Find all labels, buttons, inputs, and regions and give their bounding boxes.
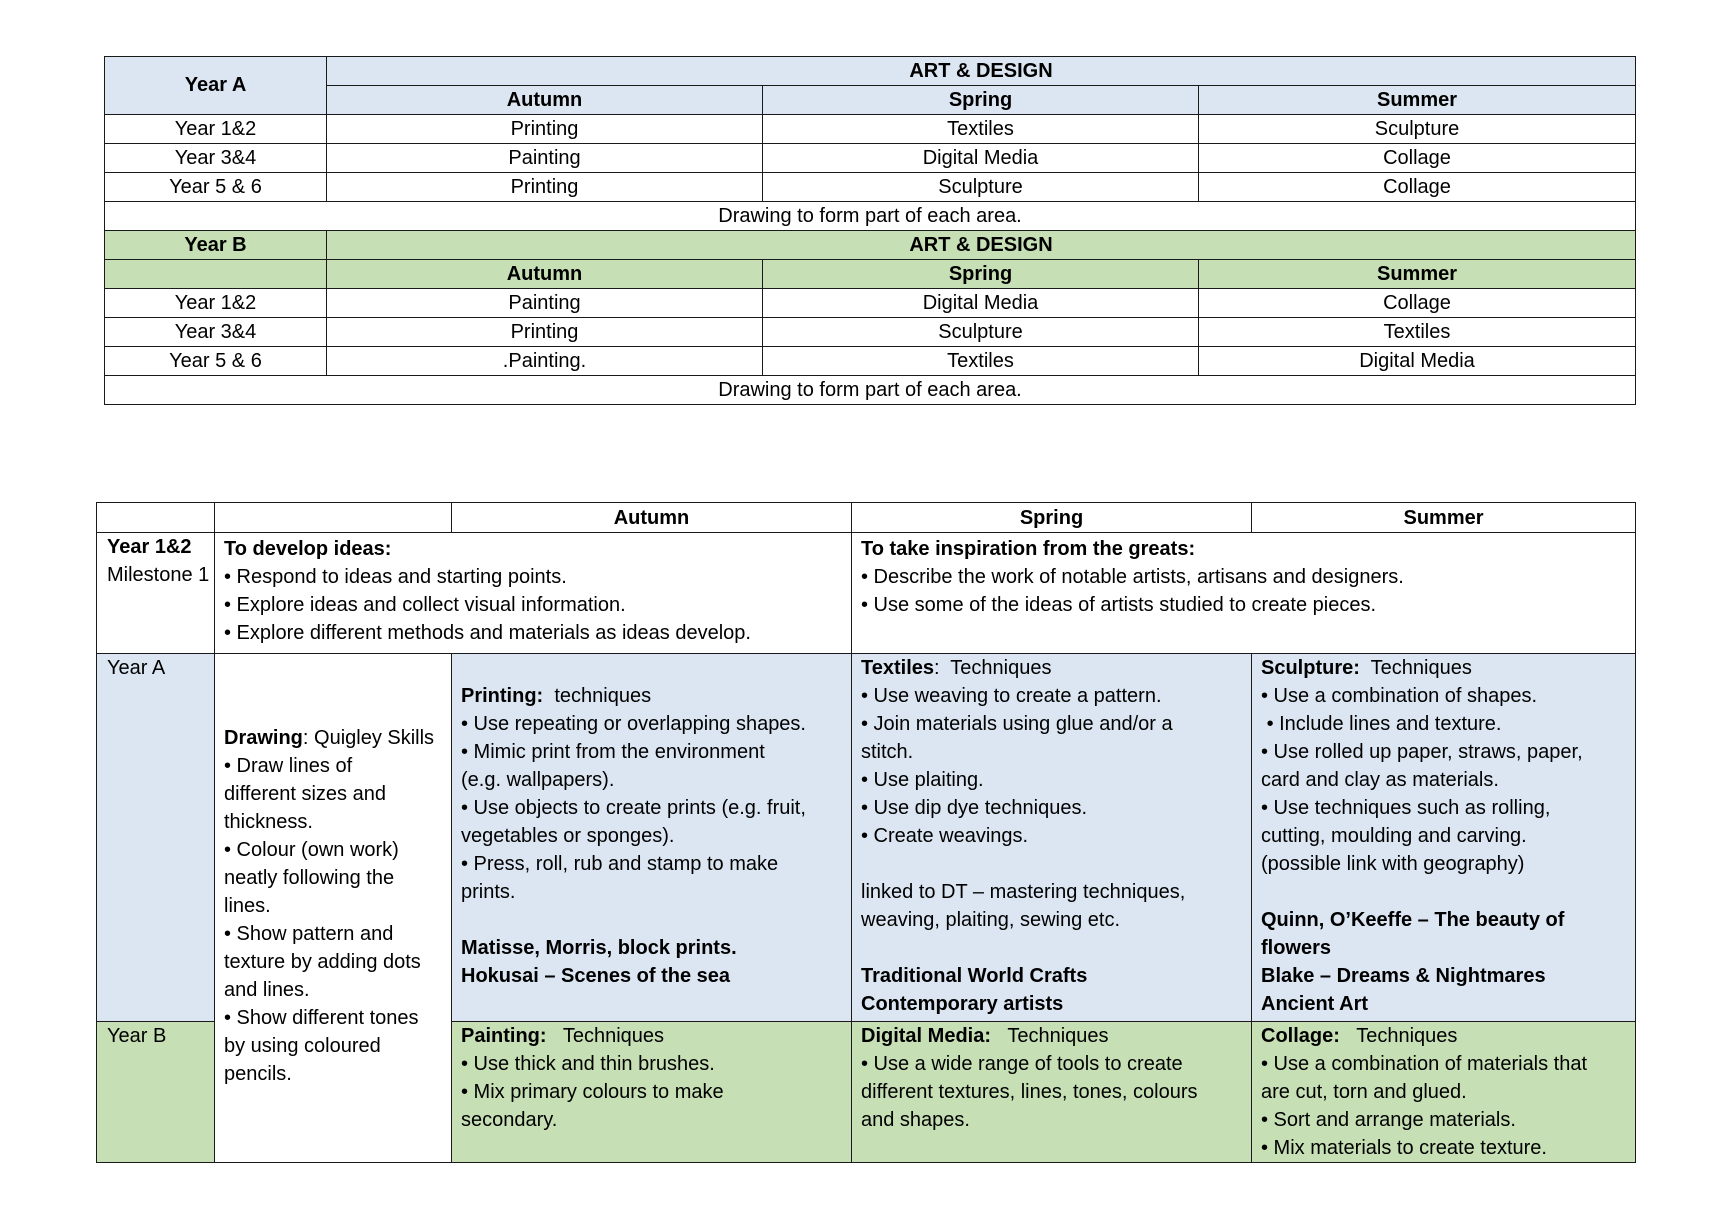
year-b-digital-media-cell bbox=[852, 1022, 1252, 1163]
digital-media-line: and shapes. bbox=[861, 1109, 970, 1131]
textiles-link: weaving, plaiting, sewing etc. bbox=[861, 909, 1121, 931]
year-group-cell: Year 3&4 bbox=[105, 318, 327, 347]
summer-cell: Collage bbox=[1199, 144, 1636, 173]
sculpture-artists: Ancient Art bbox=[1261, 993, 1369, 1015]
painting-line: • Mix primary colours to make bbox=[461, 1081, 724, 1103]
detail-header-row bbox=[97, 503, 1636, 533]
textiles-line: • Join materials using glue and/or a bbox=[861, 713, 1173, 735]
printing-line: • Use objects to create prints (e.g. fruit, bbox=[461, 797, 806, 819]
spring-cell: Digital Media bbox=[763, 144, 1199, 173]
printing-subtitle: techniques bbox=[543, 685, 652, 707]
table-row bbox=[105, 115, 1636, 144]
milestone-detail-table bbox=[96, 502, 1636, 1163]
digital-media-subtitle: Techniques bbox=[991, 1025, 1109, 1047]
collage-subtitle: Techniques bbox=[1339, 1025, 1458, 1047]
year-group-cell: Year 1&2 bbox=[105, 289, 327, 318]
spring-cell: Sculpture bbox=[763, 318, 1199, 347]
spring-cell: Textiles bbox=[763, 347, 1199, 376]
spacer bbox=[861, 934, 1242, 962]
painting-line: secondary. bbox=[461, 1109, 558, 1131]
summer-cell: Textiles bbox=[1199, 318, 1636, 347]
year-group-cell: Year 3&4 bbox=[105, 144, 327, 173]
year-b-label: Year B bbox=[105, 231, 327, 260]
printing-line: • Mimic print from the environment bbox=[461, 741, 765, 763]
sculpture-line: card and clay as materials. bbox=[1261, 769, 1499, 791]
year-a-label: Year A bbox=[105, 57, 327, 115]
sculpture-artists: Quinn, O’Keeffe – The beauty of bbox=[1261, 909, 1565, 931]
collage-line: • Mix materials to create texture. bbox=[1261, 1137, 1547, 1159]
spring-cell: Digital Media bbox=[763, 289, 1199, 318]
printing-line: • Press, roll, rub and stamp to make bbox=[461, 853, 779, 875]
printing-title: Printing: bbox=[461, 685, 544, 707]
drawing-skills-cell bbox=[215, 654, 452, 1163]
drawing-line: • Draw lines of bbox=[224, 755, 353, 777]
summer-cell: Digital Media bbox=[1199, 347, 1636, 376]
autumn-cell: .Painting. bbox=[327, 347, 763, 376]
sculpture-line: • Use techniques such as rolling, bbox=[1261, 797, 1551, 819]
year-b-collage-cell bbox=[1252, 1022, 1636, 1163]
develop-ideas-cell bbox=[215, 533, 852, 654]
textiles-line: • Create weavings. bbox=[861, 825, 1029, 847]
drawing-title: Drawing bbox=[224, 727, 303, 749]
year-a-header-row bbox=[105, 57, 1636, 86]
textiles-subtitle: : Techniques bbox=[934, 657, 1052, 679]
digital-media-title: Digital Media: bbox=[861, 1025, 992, 1047]
take-inspiration-cell bbox=[852, 533, 1636, 654]
sculpture-line: • Use rolled up paper, straws, paper, bbox=[1261, 741, 1583, 763]
year-b-term-summer: Summer bbox=[1199, 260, 1636, 289]
year-b-subject-title: ART & DESIGN bbox=[327, 231, 1636, 260]
spring-cell: Sculpture bbox=[763, 173, 1199, 202]
year-a-printing-cell bbox=[452, 654, 852, 1022]
milestone-year-label: Year 1&2 bbox=[107, 536, 192, 558]
table-row bbox=[105, 144, 1636, 173]
drawing-line: • Colour (own work) bbox=[224, 839, 399, 861]
textiles-line: stitch. bbox=[861, 741, 914, 763]
year-a-term-summer: Summer bbox=[1199, 86, 1636, 115]
develop-ideas-title: To develop ideas: bbox=[224, 538, 392, 560]
drawing-line: • Show pattern and bbox=[224, 923, 394, 945]
textiles-artists: Contemporary artists bbox=[861, 993, 1064, 1015]
year-a-subject-title: ART & DESIGN bbox=[327, 57, 1636, 86]
year-b-header-row bbox=[105, 231, 1636, 260]
develop-ideas-point: • Explore different methods and materials as ideas develop. bbox=[224, 622, 751, 644]
empty-header-cell bbox=[215, 503, 452, 533]
sculpture-line: • Use a combination of shapes. bbox=[1261, 685, 1538, 707]
summer-cell: Sculpture bbox=[1199, 115, 1636, 144]
sculpture-artists: flowers bbox=[1261, 937, 1332, 959]
year-a-sculpture-cell bbox=[1252, 654, 1636, 1022]
printing-line: • Use repeating or overlapping shapes. bbox=[461, 713, 806, 735]
overview-table bbox=[104, 56, 1636, 405]
drawing-line: • Show different tones bbox=[224, 1007, 419, 1029]
drawing-line: by using coloured bbox=[224, 1035, 381, 1057]
year-b-painting-cell bbox=[452, 1022, 852, 1163]
table-row bbox=[105, 347, 1636, 376]
milestone-label: Milestone 1 bbox=[107, 564, 210, 586]
take-inspiration-title: To take inspiration from the greats: bbox=[861, 538, 1196, 560]
drawing-line: thickness. bbox=[224, 811, 313, 833]
collage-line: • Use a combination of materials that bbox=[1261, 1053, 1588, 1075]
year-group-cell: Year 1&2 bbox=[105, 115, 327, 144]
spacer bbox=[461, 906, 842, 934]
printing-line: (e.g. wallpapers). bbox=[461, 769, 615, 791]
drawing-line: pencils. bbox=[224, 1063, 292, 1085]
develop-ideas-point: • Explore ideas and collect visual information. bbox=[224, 594, 626, 616]
textiles-line: • Use dip dye techniques. bbox=[861, 797, 1088, 819]
sculpture-subtitle: Techniques bbox=[1359, 657, 1472, 679]
year-b-note-row bbox=[105, 376, 1636, 405]
digital-media-line: • Use a wide range of tools to create bbox=[861, 1053, 1183, 1075]
drawing-line: neatly following the bbox=[224, 867, 395, 889]
year-group-cell: Year 5 & 6 bbox=[105, 173, 327, 202]
detail-term-summer: Summer bbox=[1252, 503, 1636, 533]
detail-term-autumn: Autumn bbox=[452, 503, 852, 533]
autumn-cell: Printing bbox=[327, 115, 763, 144]
printing-artists: Hokusai – Scenes of the sea bbox=[461, 965, 731, 987]
autumn-cell: Printing bbox=[327, 173, 763, 202]
printing-artists: Matisse, Morris, block prints. bbox=[461, 937, 737, 959]
spacer bbox=[861, 850, 1242, 878]
textiles-artists: Traditional World Crafts bbox=[861, 965, 1088, 987]
year-b-detail-label: Year B bbox=[97, 1022, 215, 1163]
collage-line: • Sort and arrange materials. bbox=[1261, 1109, 1516, 1131]
drawing-subtitle: : Quigley Skills bbox=[302, 727, 435, 749]
sculpture-line: cutting, moulding and carving. bbox=[1261, 825, 1527, 847]
autumn-cell: Painting bbox=[327, 144, 763, 173]
drawing-note: Drawing to form part of each area. bbox=[105, 202, 1636, 231]
year-a-term-autumn: Autumn bbox=[327, 86, 763, 115]
year-b-term-spring: Spring bbox=[763, 260, 1199, 289]
sculpture-line: • Include lines and texture. bbox=[1261, 713, 1502, 735]
drawing-note: Drawing to form part of each area. bbox=[105, 376, 1636, 405]
collage-title: Collage: bbox=[1261, 1025, 1340, 1047]
sculpture-title: Sculpture: bbox=[1261, 657, 1360, 679]
year-a-terms-row bbox=[105, 86, 1636, 115]
milestone-label-cell bbox=[97, 533, 215, 654]
year-a-detail-row bbox=[97, 654, 1636, 1022]
table-row bbox=[105, 318, 1636, 347]
autumn-cell: Painting bbox=[327, 289, 763, 318]
printing-line: prints. bbox=[461, 881, 516, 903]
take-inspiration-point: • Use some of the ideas of artists studied to create pieces. bbox=[861, 594, 1377, 616]
take-inspiration-point: • Describe the work of notable artists, artisans and designers. bbox=[861, 566, 1404, 588]
table-row bbox=[105, 173, 1636, 202]
textiles-line: • Use plaiting. bbox=[861, 769, 984, 791]
textiles-link: linked to DT – mastering techniques, bbox=[861, 881, 1186, 903]
summer-cell: Collage bbox=[1199, 173, 1636, 202]
painting-line: • Use thick and thin brushes. bbox=[461, 1053, 715, 1075]
milestone-row bbox=[97, 533, 1636, 654]
digital-media-line: different textures, lines, tones, colours bbox=[861, 1081, 1198, 1103]
painting-subtitle: Techniques bbox=[546, 1025, 665, 1047]
drawing-line: lines. bbox=[224, 895, 271, 917]
autumn-cell: Printing bbox=[327, 318, 763, 347]
year-a-detail-label: Year A bbox=[97, 654, 215, 1022]
year-b-term-autumn: Autumn bbox=[327, 260, 763, 289]
spacer bbox=[1261, 878, 1626, 906]
year-a-term-spring: Spring bbox=[763, 86, 1199, 115]
detail-term-spring: Spring bbox=[852, 503, 1252, 533]
textiles-title: Textiles bbox=[861, 657, 934, 679]
year-b-empty-cell bbox=[105, 260, 327, 289]
empty-header-cell bbox=[97, 503, 215, 533]
collage-line: are cut, torn and glued. bbox=[1261, 1081, 1467, 1103]
drawing-line: different sizes and bbox=[224, 783, 386, 805]
textiles-line: • Use weaving to create a pattern. bbox=[861, 685, 1162, 707]
year-a-note-row bbox=[105, 202, 1636, 231]
painting-title: Painting: bbox=[461, 1025, 547, 1047]
table-row bbox=[105, 289, 1636, 318]
develop-ideas-point: • Respond to ideas and starting points. bbox=[224, 566, 567, 588]
summer-cell: Collage bbox=[1199, 289, 1636, 318]
drawing-line: texture by adding dots bbox=[224, 951, 421, 973]
sculpture-line: (possible link with geography) bbox=[1261, 853, 1525, 875]
year-b-terms-row bbox=[105, 260, 1636, 289]
printing-line: vegetables or sponges). bbox=[461, 825, 675, 847]
spring-cell: Textiles bbox=[763, 115, 1199, 144]
drawing-line: and lines. bbox=[224, 979, 310, 1001]
sculpture-artists: Blake – Dreams & Nightmares bbox=[1261, 965, 1546, 987]
year-group-cell: Year 5 & 6 bbox=[105, 347, 327, 376]
year-a-textiles-cell bbox=[852, 654, 1252, 1022]
